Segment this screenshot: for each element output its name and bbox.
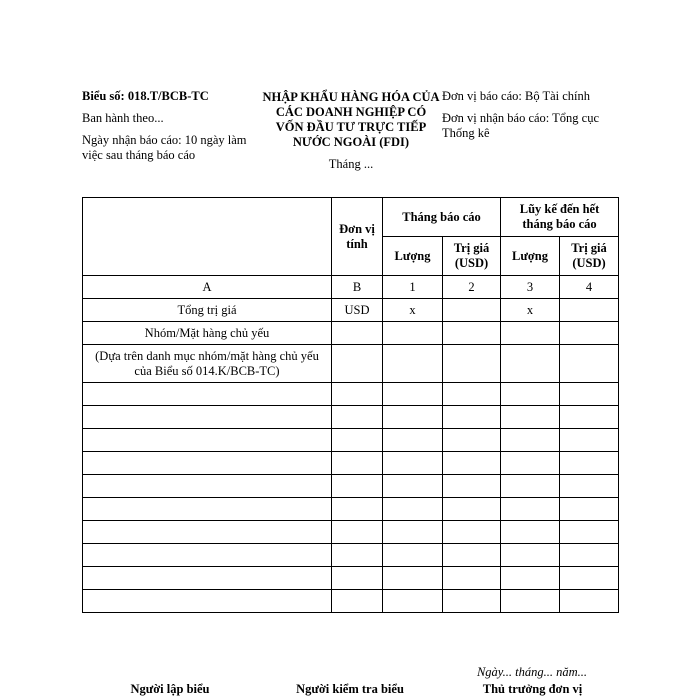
header-unit: Đơn vị tính [332, 198, 383, 276]
empty-cell [560, 544, 619, 567]
unit-info [442, 89, 627, 148]
report-title-block [262, 90, 440, 172]
empty-cell [443, 406, 501, 429]
form-number: Biểu số: 018.T/BCB-TC [82, 89, 209, 103]
total-label: Tổng trị giá [83, 299, 332, 322]
preparer-signature: Người lập biểu [130, 682, 210, 696]
empty-cell [560, 521, 619, 544]
import-report-table [82, 197, 619, 613]
header-cumulative-value: Trị giá (USD) [560, 237, 619, 276]
empty-row [83, 521, 619, 544]
empty-cell [501, 452, 560, 475]
empty-cell [332, 498, 383, 521]
total-row [83, 299, 619, 322]
empty-cell [83, 590, 332, 613]
group-note: (Dựa trên danh mục nhóm/mặt hàng chủ yếu của Biểu số 014.K/BCB-TC) [83, 345, 332, 383]
empty-row [83, 498, 619, 521]
report-month: Tháng ... [328, 157, 374, 171]
empty-cell [383, 590, 443, 613]
empty-row [83, 383, 619, 406]
empty-cell [332, 521, 383, 544]
empty-cell [383, 544, 443, 567]
receive-date: Ngày nhận báo cáo: 10 ngày làm việc sau tháng báo cáo [82, 133, 247, 162]
empty-cell [560, 452, 619, 475]
empty-cell [443, 498, 501, 521]
empty-cell [383, 498, 443, 521]
total-col2 [443, 299, 501, 322]
code-row [83, 276, 619, 299]
header-blank-cell [83, 198, 332, 276]
empty-cell [332, 429, 383, 452]
code-cell: 1 [383, 276, 443, 299]
code-cell: 3 [501, 276, 560, 299]
empty-cell [443, 567, 501, 590]
empty-cell [560, 498, 619, 521]
empty-cell [83, 452, 332, 475]
empty-row [83, 406, 619, 429]
empty-cell [332, 475, 383, 498]
group-heading: Nhóm/Mặt hàng chủ yếu [83, 322, 332, 345]
total-col1: x [383, 299, 443, 322]
header-cumulative-quantity: Lượng [501, 237, 560, 276]
empty-row [83, 429, 619, 452]
empty-cell [83, 429, 332, 452]
empty-cell [443, 452, 501, 475]
empty-cell [383, 429, 443, 452]
empty-cell [443, 383, 501, 406]
empty-cell [501, 429, 560, 452]
code-cell: 4 [560, 276, 619, 299]
empty-cell [83, 544, 332, 567]
empty-cell [83, 406, 332, 429]
empty-cell [560, 590, 619, 613]
empty-cell [560, 406, 619, 429]
empty-cell [383, 567, 443, 590]
group-note-row [83, 345, 619, 383]
empty-cell [501, 544, 560, 567]
empty-cell [332, 544, 383, 567]
receiving-unit: Đơn vị nhận báo cáo: Tổng cục Thống kê [442, 111, 600, 140]
code-cell: B [332, 276, 383, 299]
code-cell: A [83, 276, 332, 299]
head-signature: Thủ trưởng đơn vị [482, 682, 583, 696]
empty-cell [560, 567, 619, 590]
empty-cell [501, 383, 560, 406]
empty-cell [332, 567, 383, 590]
code-cell: 2 [443, 276, 501, 299]
empty-cell [83, 498, 332, 521]
empty-cell [560, 475, 619, 498]
empty-cell [383, 406, 443, 429]
report-title: NHẬP KHẨU HÀNG HÓA CỦA CÁC DOANH NGHIỆP CÓ VỐN ĐẦU TƯ TRỰC TIẾP NƯỚC NGOÀI (FDI) [262, 90, 440, 149]
empty-cell [501, 498, 560, 521]
empty-cell [443, 429, 501, 452]
empty-cell [83, 475, 332, 498]
empty-row [83, 475, 619, 498]
form-info [82, 89, 262, 170]
header-month-value: Trị giá (USD) [443, 237, 501, 276]
empty-cell [501, 406, 560, 429]
empty-cell [443, 521, 501, 544]
empty-cell [332, 590, 383, 613]
group-heading-row [83, 322, 619, 345]
empty-cell [332, 406, 383, 429]
empty-cell [560, 429, 619, 452]
header-month-group: Tháng báo cáo [383, 198, 501, 237]
empty-cell [501, 590, 560, 613]
empty-cell [83, 383, 332, 406]
empty-rows [83, 383, 619, 613]
empty-cell [501, 475, 560, 498]
empty-cell [443, 590, 501, 613]
date-line: Ngày... tháng... năm... [476, 665, 588, 679]
empty-cell [383, 475, 443, 498]
empty-cell [83, 521, 332, 544]
empty-row [83, 590, 619, 613]
signature-footer [0, 665, 700, 700]
issued-by: Ban hành theo... [82, 111, 164, 125]
empty-cell [83, 567, 332, 590]
empty-cell [501, 521, 560, 544]
empty-cell [383, 383, 443, 406]
empty-row [83, 452, 619, 475]
empty-cell [443, 544, 501, 567]
empty-cell [443, 475, 501, 498]
checker-signature: Người kiểm tra biểu [296, 682, 404, 696]
header-cumulative-group: Lũy kế đến hết tháng báo cáo [501, 198, 619, 237]
empty-row [83, 544, 619, 567]
header-month-quantity: Lượng [383, 237, 443, 276]
empty-cell [383, 452, 443, 475]
empty-cell [501, 567, 560, 590]
header-row-top [83, 198, 619, 237]
empty-row [83, 567, 619, 590]
reporting-unit: Đơn vị báo cáo: Bộ Tài chính [442, 89, 591, 103]
total-col3: x [501, 299, 560, 322]
total-unit: USD [332, 299, 383, 322]
empty-cell [332, 383, 383, 406]
empty-cell [332, 452, 383, 475]
total-col4 [560, 299, 619, 322]
empty-cell [560, 383, 619, 406]
empty-cell [383, 521, 443, 544]
